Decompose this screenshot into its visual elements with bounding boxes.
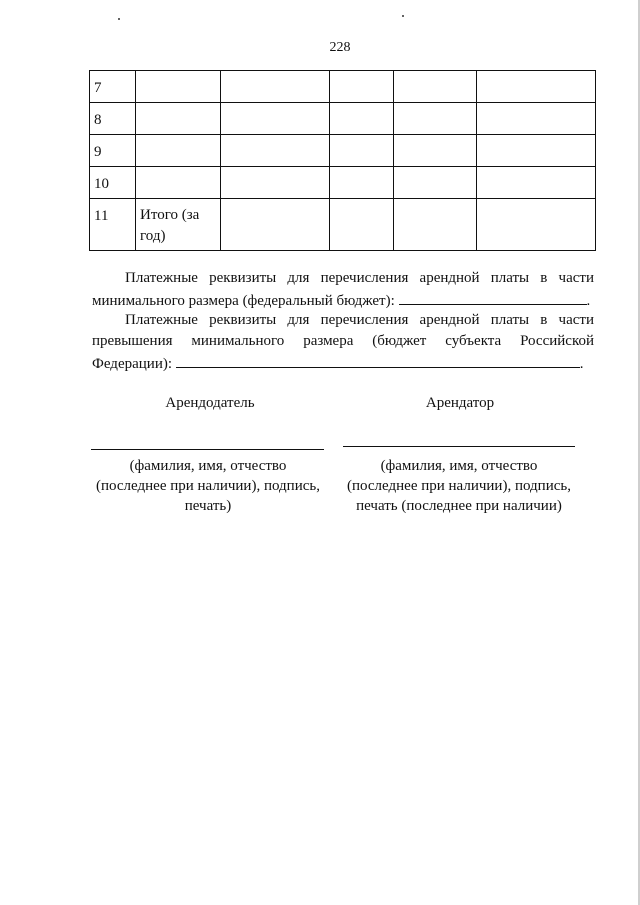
- table-cell: [136, 135, 221, 167]
- table-cell: [394, 103, 477, 135]
- caption-line: печать (последнее при наличии): [356, 498, 562, 514]
- table-cell: [394, 199, 477, 251]
- caption-line: (фамилия, имя, отчество: [129, 458, 287, 474]
- table-cell: [221, 103, 330, 135]
- row-number-cell: 7: [90, 71, 136, 103]
- table-row: [90, 135, 596, 167]
- federal-requisites-line2: [92, 289, 594, 312]
- federal-requisites-label: минимального размера (федеральный бюджет):: [92, 293, 395, 309]
- caption-line: (последнее при наличии), подпись,: [347, 478, 571, 494]
- regional-requisites-blank: [176, 352, 580, 368]
- table-row: [90, 167, 596, 199]
- table-row-total: [90, 199, 596, 251]
- row-number-cell: 9: [90, 135, 136, 167]
- table-cell: [477, 71, 596, 103]
- regional-requisites-paragraph: [92, 310, 594, 375]
- table-cell: [330, 103, 394, 135]
- table-cell: [394, 167, 477, 199]
- table-cell: [221, 167, 330, 199]
- table-cell: [477, 199, 596, 251]
- row-number-cell: 10: [90, 167, 136, 199]
- table-cell: [330, 167, 394, 199]
- table-cell: [136, 167, 221, 199]
- table-cell: [221, 199, 330, 251]
- period: .: [579, 356, 584, 372]
- regional-requisites-label: Федерации):: [92, 356, 173, 372]
- row-number-cell: 11: [90, 199, 136, 251]
- table-cell: [330, 199, 394, 251]
- page-number: 228: [329, 40, 351, 55]
- table-cell: [330, 135, 394, 167]
- caption-line: (фамилия, имя, отчество: [380, 458, 538, 474]
- table-cell: [477, 103, 596, 135]
- regional-requisites-line3: [92, 352, 594, 375]
- lessee-signature-caption: [328, 456, 590, 516]
- caption-line: печать): [184, 498, 232, 514]
- table-cell: [477, 167, 596, 199]
- lessor-signature-caption: [81, 456, 335, 516]
- caption-line: (последнее при наличии), подпись,: [96, 478, 320, 494]
- lessee-signature-line: [343, 446, 575, 447]
- federal-requisites-paragraph: [92, 268, 594, 312]
- lessor-signature-line: [91, 449, 324, 450]
- rent-table: [89, 70, 596, 251]
- table-cell: [136, 71, 221, 103]
- table-cell: [221, 135, 330, 167]
- table-cell: [394, 135, 477, 167]
- federal-requisites-blank: [399, 289, 587, 305]
- table-cell: [136, 103, 221, 135]
- table-row: [90, 71, 596, 103]
- scan-speck: [402, 15, 404, 17]
- total-label-cell: Итого (за год): [136, 199, 221, 251]
- table-cell: [330, 71, 394, 103]
- regional-requisites-line2: превышения минимального размера (бюджет субъекта Российской: [92, 333, 594, 349]
- period: .: [586, 293, 591, 309]
- scan-speck: [118, 18, 120, 20]
- row-number-cell: 8: [90, 103, 136, 135]
- lessor-title: Арендодатель: [165, 395, 255, 411]
- table-row: [90, 103, 596, 135]
- table-cell: [221, 71, 330, 103]
- lessee-title: Арендатор: [425, 395, 495, 411]
- table-cell: [394, 71, 477, 103]
- regional-requisites-line1: Платежные реквизиты для перечисления арендной платы в части: [125, 312, 594, 328]
- federal-requisites-line1: Платежные реквизиты для перечисления арендной платы в части: [125, 270, 594, 286]
- table-cell: [477, 135, 596, 167]
